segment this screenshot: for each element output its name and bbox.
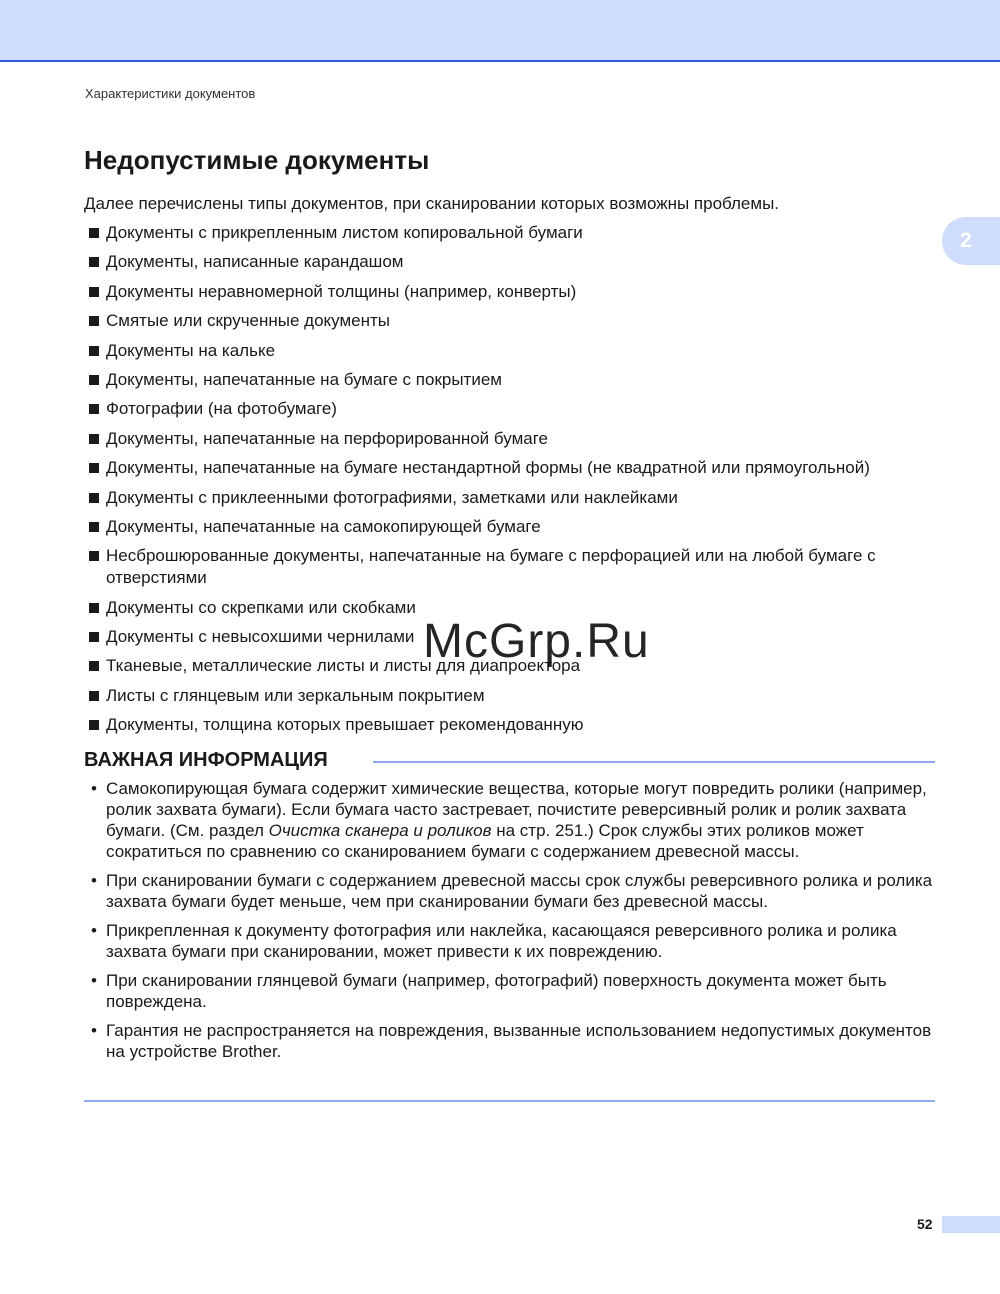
square-bullet-icon: [89, 463, 99, 473]
list-item: Документы с невысохшими чернилами: [88, 626, 938, 648]
bullet-dot-icon: •: [91, 971, 97, 990]
square-bullet-icon: [89, 434, 99, 444]
square-bullet-icon: [89, 551, 99, 561]
bullet-dot-icon: •: [91, 779, 97, 798]
square-bullet-icon: [89, 493, 99, 503]
square-bullet-icon: [89, 257, 99, 267]
chapter-tab[interactable]: 2: [942, 217, 1000, 265]
list-item: Документы, напечатанные на бумаге нестандартной формы (не квадратной или прямоугольной): [88, 457, 938, 479]
list-item: Документы, написанные карандашом: [88, 251, 938, 273]
bullet-dot-icon: •: [91, 921, 97, 940]
list-item: Тканевые, металлические листы и листы для диапроектора: [88, 655, 938, 677]
square-bullet-icon: [89, 691, 99, 701]
square-bullet-icon: [89, 603, 99, 613]
list-item: Несброшюрованные документы, напечатанные на бумаге с перфорацией или на любой бумаге с отверстиями: [88, 545, 938, 589]
page-number-tab: [942, 1216, 1000, 1233]
square-bullet-icon: [89, 375, 99, 385]
list-item: Документы с прикрепленным листом копировальной бумаги: [88, 222, 938, 244]
important-list: [88, 778, 938, 1070]
bullet-dot-icon: •: [91, 871, 97, 890]
list-item: Документы, напечатанные на самокопирующей бумаге: [88, 516, 938, 538]
bullet-dot-icon: •: [91, 1021, 97, 1040]
list-item: • Прикрепленная к документу фотография или наклейка, касающаяся реверсивного ролика и ролика захвата бумаги при сканировании, может привести к их повреждению.: [91, 921, 897, 961]
list-item: Документы, напечатанные на перфорированной бумаге: [88, 428, 938, 450]
list-item: Документы на кальке: [88, 340, 938, 362]
intro-text: Далее перечислены типы документов, при сканировании которых возможны проблемы.: [84, 194, 780, 213]
list-item: • При сканировании глянцевой бумаги (например, фотографий) поверхность документа может быть повреждена.: [91, 971, 887, 1011]
heading-rule: [373, 761, 935, 763]
square-bullet-icon: [89, 522, 99, 532]
square-bullet-icon: [89, 404, 99, 414]
page-number: 52: [917, 1216, 933, 1232]
square-bullet-icon: [89, 346, 99, 356]
list-item: • При сканировании бумаги с содержанием древесной массы срок службы реверсивного ролика и ролика захвата бумаги будет меньше, чем при сканировании бумаги без древесной массы.: [91, 871, 933, 911]
list-item: • Самокопирующая бумага содержит химические вещества, которые могут повредить ролики (например, ролик захвата бумаги). Если бумага часто застревает, почистите реверсивный ролик и ролик захвата бумаги. (См. раздел Очистка сканера и роликов на стр. 251.) Срок службы этих роликов может сократиться по сравнению со сканированием бумаги с содержанием древесной массы.: [91, 779, 927, 861]
list-item: Документы неравномерной толщины (например, конверты): [88, 281, 938, 303]
list-item: Листы с глянцевым или зеркальным покрытием: [88, 685, 938, 707]
square-bullet-icon: [89, 661, 99, 671]
list-item: Документы, напечатанные на бумаге с покрытием: [88, 369, 938, 391]
list-item: Документы со скрепками или скобками: [88, 597, 938, 619]
square-bullet-icon: [89, 287, 99, 297]
list-item: Фотографии (на фотобумаге): [88, 398, 938, 420]
square-bullet-icon: [89, 720, 99, 730]
square-bullet-icon: [89, 228, 99, 238]
important-heading: ВАЖНАЯ ИНФОРМАЦИЯ: [84, 749, 328, 771]
cross-reference-link[interactable]: Очистка сканера и роликов: [268, 821, 492, 840]
breadcrumb: Характеристики документов: [85, 86, 256, 101]
list-item: • Гарантия не распространяется на повреждения, вызванные использованием недопустимых документов на устройстве Brother.: [91, 1021, 932, 1061]
list-item: Документы, толщина которых превышает рекомендованную: [88, 714, 938, 736]
watermark: McGrp.Ru: [423, 615, 650, 668]
square-bullet-icon: [89, 316, 99, 326]
header-band: [0, 0, 1000, 62]
section-end-rule: [84, 1100, 935, 1102]
list-item: Документы с приклеенными фотографиями, заметками или наклейками: [88, 487, 938, 509]
page-title: Недопустимые документы: [84, 145, 430, 175]
square-bullet-icon: [89, 632, 99, 642]
list-item: Смятые или скрученные документы: [88, 310, 938, 332]
